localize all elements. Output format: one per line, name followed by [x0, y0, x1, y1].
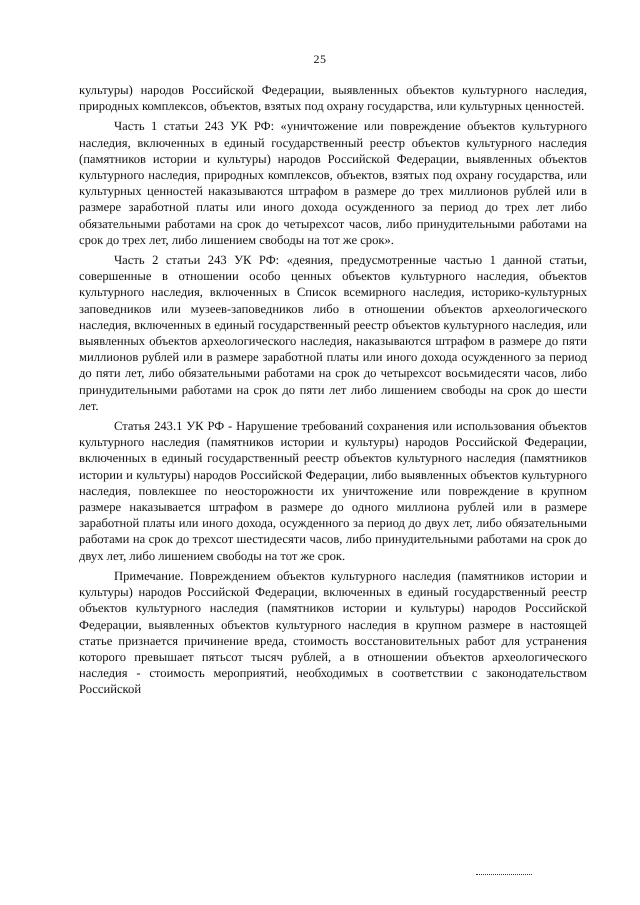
paragraph-continuation: культуры) народов Российской Федерации, выявленных объектов культурного наследия, природных комплексов, объектов, взятых под охрану государства, или культурных ценностей.: [79, 83, 587, 114]
paragraph-article-243-1: Статья 243.1 УК РФ - Нарушение требований сохранения или использования объектов культурного наследия (памятников истории и культуры) народов Российской Федерации, включенных в единый государственный реестр объектов культурного наследия (памятников истории и культуры) народов Российской Федерации, либо выявленных объектов культурного наследия, повлекшее по неосторожности их уничтожение или повреждение в крупном размере наказывается штрафом в размере до одного миллиона рублей или в размере заработной платы или иного дохода, осужденного за период до двух лет, либо обязательными работами на срок до трехсот шестидесяти часов, либо принудительными работами на срок до двух лет, либо лишением свободы на тот же срок.: [79, 419, 587, 563]
paragraph-article-243-part-2: Часть 2 статьи 243 УК РФ: «деяния, предусмотренные частью 1 данной статьи, совершенные в отношении особо ценных объектов культурного наследия, объектов культурного наследия, включенных в Список всемирного наследия, историко-культурных заповедников или музеев-заповедников либо в отношении объектов археологического наследия, включенных в единый государственный реестр объектов культурного наследия, или выявленных объектов археологического наследия, наказываются штрафом в размере до пяти миллионов рублей или в размере заработной платы или иного дохода осужденного за период до пяти лет, либо обязательными работами на срок до четырехсот восьмидесяти часов, либо принудительными работами на срок до пяти лет либо лишением свободы на срок до шести лет.: [79, 253, 587, 413]
paragraph-article-243-part-1: Часть 1 статьи 243 УК РФ: «уничтожение или повреждение объектов культурного наследия, включенных в единый государственный реестр объектов культурного наследия (памятников истории и культуры) народов Российской Федерации, выявленных объектов культурного наследия, природных комплексов, объектов, взятых под охрану государства, или культурных ценностей наказываются штрафом в размере до трех миллионов рублей или в размере заработной платы или иного дохода осужденного за период до трех лет либо обязательными работами на срок до четырехсот часов, либо принудительными работами на срок до трех лет, либо лишением свободы на тот же срок».: [79, 119, 587, 247]
document-body: [79, 82, 587, 702]
paragraph-note: Примечание. Повреждением объектов культурного наследия (памятников истории и культуры) народов Российской Федерации, включенных в единый государственный реестр объектов культурного наследия (памятников истории и культуры) народов Российской Федерации, выявленных объектов культурного наследия в крупном размере в настоящей статье признается причинение вреда, стоимость восстановительных работ для устранения которого превышает пятьсот тысяч рублей, а в отношении объектов археологического наследия - стоимость мероприятий, необходимых в соответствии с законодательством Российской: [79, 568, 587, 697]
footer-divider: [476, 874, 532, 875]
page-number: 25: [313, 52, 327, 66]
